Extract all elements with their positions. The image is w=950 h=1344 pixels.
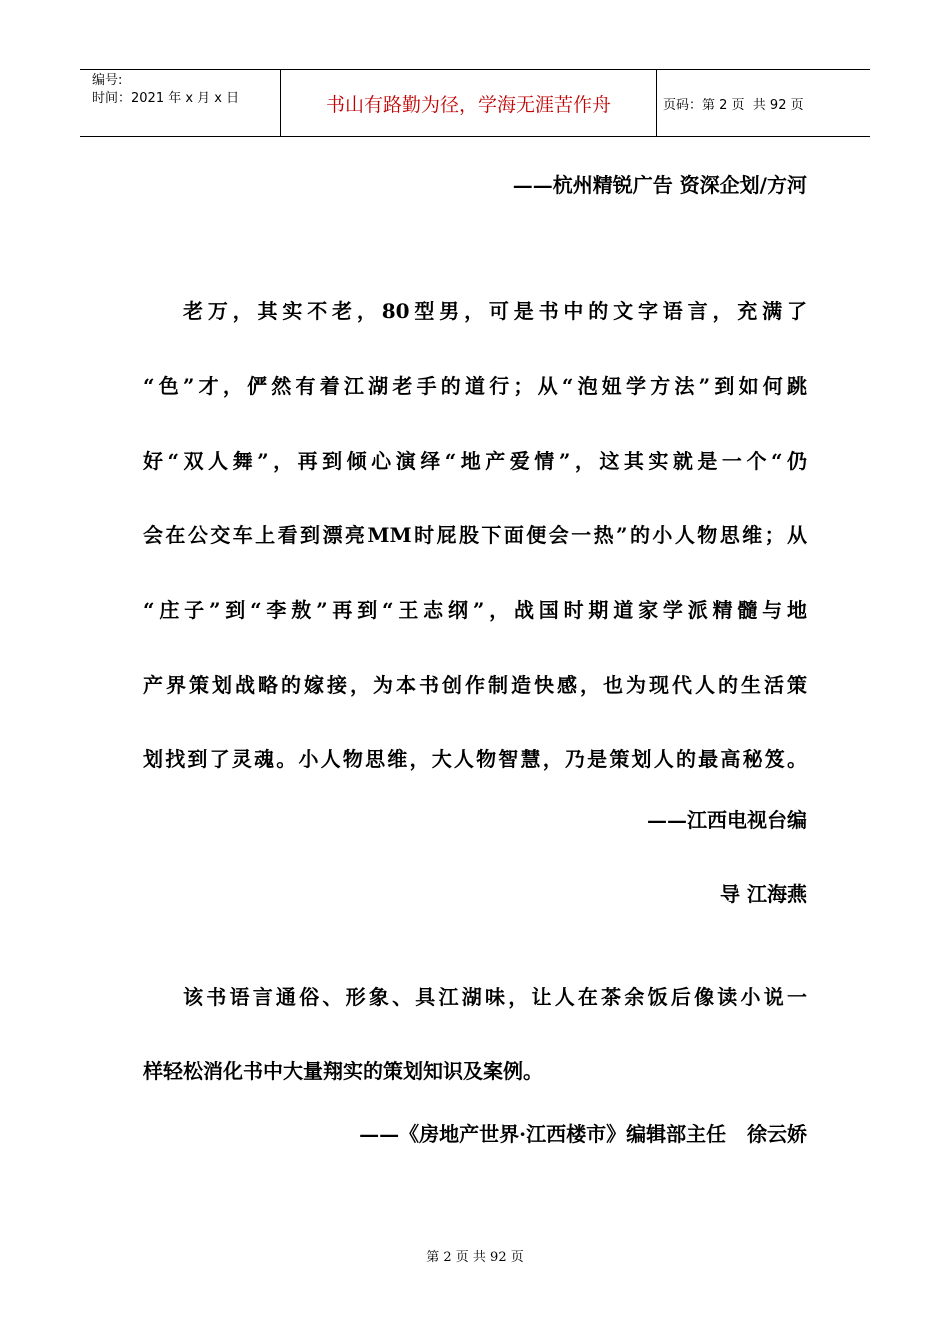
- header-meta-cell: [80, 70, 281, 136]
- document-header: [80, 69, 870, 137]
- attribution-line: ——江西电视台编: [647, 808, 807, 832]
- paragraph-line: 会在公交车上看到漂亮MM时屁股下面便会一热”的小人物思维；从: [143, 523, 807, 547]
- paragraph-line: 好“双人舞”，再到倾心演绎“地产爱情”，这其实就是一个“仍: [143, 449, 807, 473]
- document-time-label: 时间：2021 年 x 月 x 日: [92, 91, 240, 106]
- paragraph-line: 样轻松消化书中大量翔实的策划知识及案例。: [143, 1059, 543, 1083]
- paragraph-line: “庄子”到“李敖”再到“王志纲”，战国时期道家学派精髓与地: [143, 598, 807, 622]
- paragraph-line: 产界策划战略的嫁接，为本书创作制造快感，也为现代人的生活策: [143, 673, 807, 697]
- paragraph-line: 老万，其实不老，80型男，可是书中的文字语言，充满了: [183, 299, 807, 323]
- document-number-label: 编号:: [92, 73, 123, 88]
- attribution-line: ——《房地产世界·江西楼市》编辑部主任 徐云娇: [359, 1122, 807, 1146]
- paragraph-line: “色”才，俨然有着江湖老手的道行；从“泡妞学方法”到如何跳: [143, 374, 807, 398]
- header-page-info: 页码：第 2 页 共 92 页: [663, 97, 804, 113]
- attribution-line: 导 江海燕: [720, 882, 807, 906]
- header-motto-cell: [281, 70, 657, 136]
- paragraph-line: 划找到了灵魂。小人物思维，大人物智慧，乃是策划人的最高秘笈。: [143, 747, 807, 771]
- page-footer: 第 2 页 共 92 页: [426, 1250, 524, 1265]
- header-page-cell: [657, 70, 870, 136]
- paragraph-line: 该书语言通俗、形象、具江湖味，让人在茶余饭后像读小说一: [183, 985, 807, 1009]
- attribution-line: ——杭州精锐广告 资深企划/方河: [512, 173, 807, 197]
- header-motto: 书山有路勤为径，学海无涯苦作舟: [325, 93, 611, 116]
